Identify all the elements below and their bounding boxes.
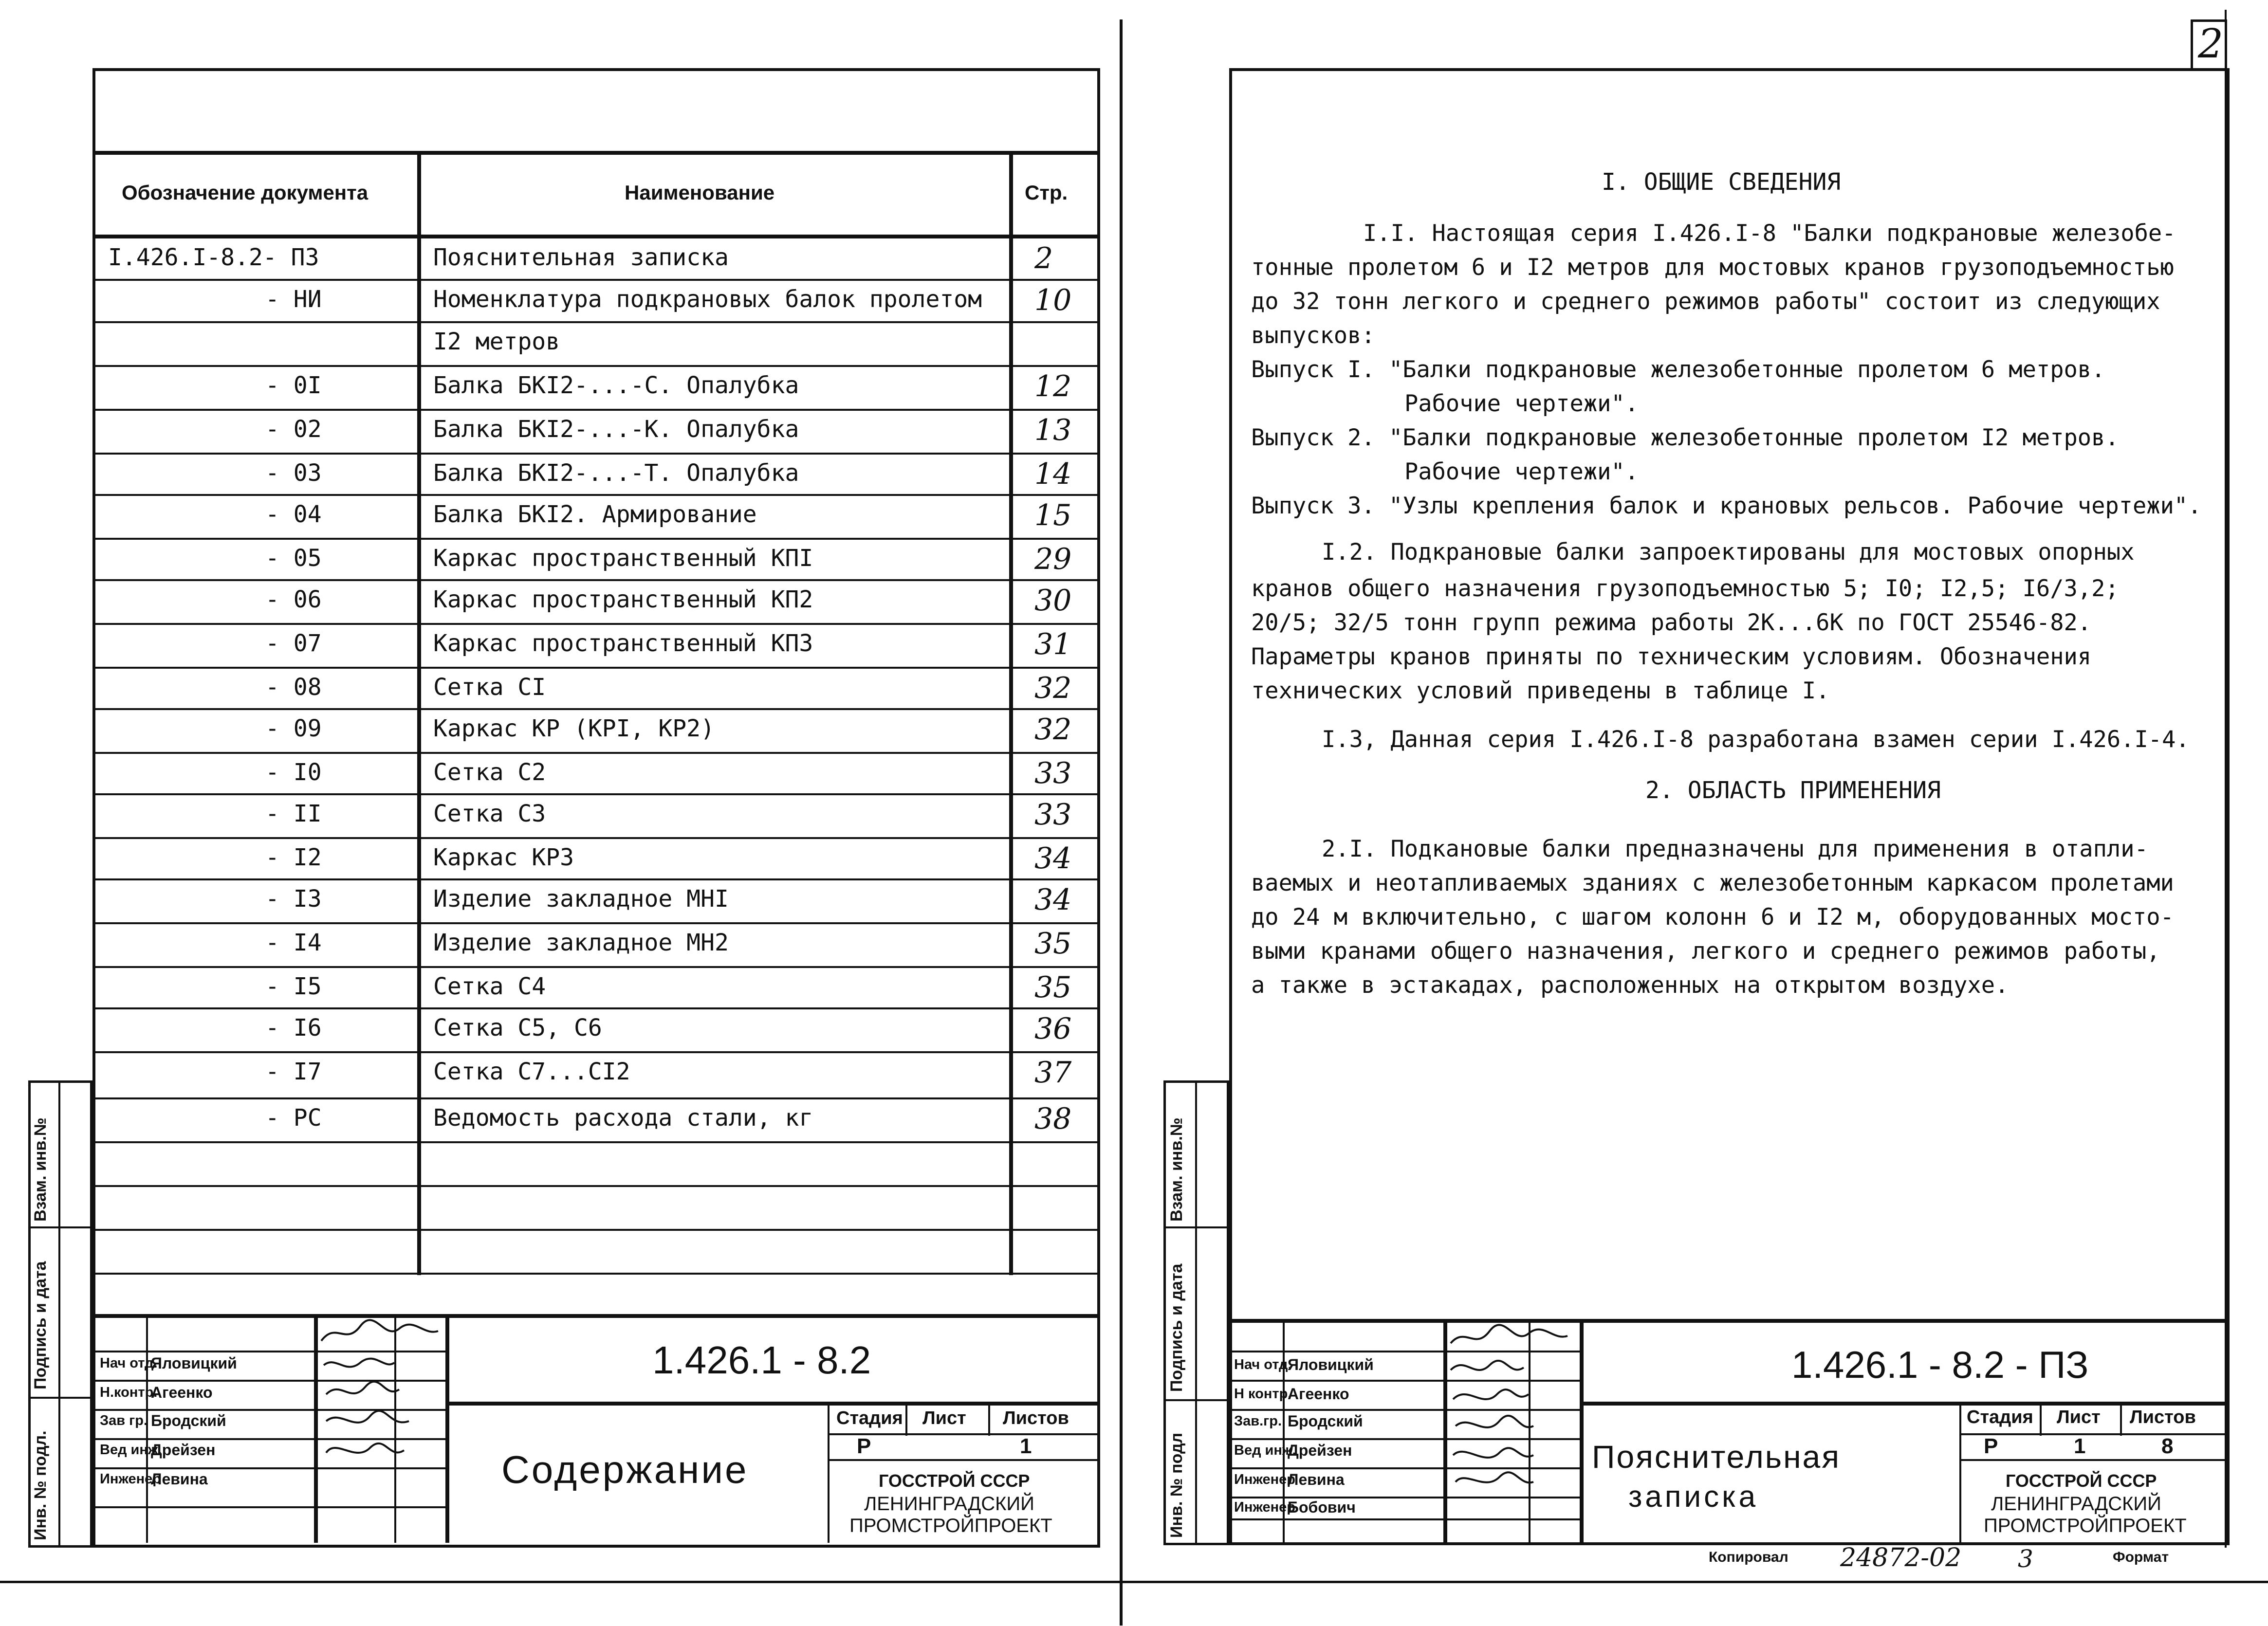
- row-page: 32: [1034, 671, 1072, 705]
- sheet-label-right: Лист: [2057, 1407, 2101, 1427]
- stamp-role: Инженер: [1234, 1499, 1296, 1515]
- stamp-person-name: Агеенко: [1288, 1385, 1349, 1403]
- stamp-person-name: Дрейзен: [1288, 1442, 1352, 1459]
- stamp-role: Вед инж.: [100, 1442, 162, 1458]
- text-line: до 32 тонн легкого и среднего режимов работы" состоит из следующих: [1251, 288, 2160, 315]
- stamp-person-name: Яловицкий: [151, 1354, 237, 1372]
- text-line: I.2. Подкрановые балки запроектированы для мостовых опорных: [1322, 539, 2135, 566]
- row-designation: I.426.I-8.2- ПЗ: [108, 244, 319, 271]
- row-name: Номенклатура подкрановых балок пролетом: [433, 286, 982, 313]
- stamp-person-name: Бродский: [151, 1412, 226, 1429]
- text-line: Выпуск 2. "Балки подкрановые железобетонные пролетом I2 метров.: [1251, 424, 2119, 451]
- org-line-2-right: ЛЕНИНГРАДСКИЙ: [1991, 1493, 2161, 1515]
- text-line: тонные пролетом 6 и I2 метров для мостовых кранов грузоподъемностью: [1251, 254, 2174, 281]
- row-page: 30: [1034, 584, 1072, 618]
- footer-copied-label: Копировал: [1709, 1549, 1789, 1565]
- row-designation: - 0I: [265, 372, 322, 399]
- row-page: 29: [1034, 542, 1072, 576]
- stage-value: Р: [857, 1434, 871, 1458]
- text-line: I.I. Настоящая серия I.426.I-8 "Балки подкрановые железобе-: [1363, 220, 2176, 247]
- row-name: Каркас КР3: [433, 844, 574, 871]
- row-designation: - II: [265, 800, 322, 827]
- stamp-title-line1: Пояснительная: [1592, 1439, 1841, 1475]
- stamp-role: Вед инж.: [1234, 1443, 1296, 1458]
- stage-label-right: Стадия: [1967, 1407, 2033, 1427]
- text-line: I.3, Данная серия I.426.I-8 разработана взамен серии I.426.I-4.: [1322, 726, 2190, 753]
- text-line: выпусков:: [1251, 322, 1375, 349]
- row-name: Сетка С7...СI2: [433, 1058, 630, 1085]
- header-page: Стр.: [1025, 181, 1068, 204]
- section1-title: I. ОБЩИЕ СВЕДЕНИЯ: [1602, 168, 1841, 196]
- text-line: выми кранами общего назначения, легкого и среднего режимов работы,: [1251, 938, 2160, 965]
- sheets-value-right: 8: [2161, 1434, 2174, 1458]
- row-name: Балка БКI2-...-К. Опалубка: [433, 416, 799, 443]
- sheet-label: Лист: [922, 1408, 966, 1428]
- row-name: Изделие закладное МНI: [433, 885, 729, 913]
- row-name: Балка БКI2-...-С. Опалубка: [433, 372, 799, 399]
- text-line: Выпуск I. "Балки подкрановые железобетонные пролетом 6 метров.: [1251, 356, 2105, 383]
- org-line-3: ПРОМСТРОЙПРОЕКТ: [849, 1515, 1052, 1536]
- row-page: 33: [1034, 798, 1072, 832]
- stamp-person-name: Агеенко: [151, 1384, 213, 1401]
- side-label-vzam: Взам. инв.№: [31, 1117, 50, 1222]
- row-name: Пояснительная записка: [433, 244, 729, 271]
- sheets-label-right: Листов: [2130, 1407, 2196, 1427]
- row-name: Каркас пространственный КП3: [433, 630, 813, 657]
- row-page: 14: [1034, 457, 1072, 491]
- stamp-role: Нач отд.: [100, 1355, 158, 1371]
- row-name: Сетка С5, С6: [433, 1014, 602, 1041]
- text-line: до 24 м включительно, с шагом колонн 6 и I2 м, оборудованных мосто-: [1251, 904, 2174, 931]
- row-name: Сетка С2: [433, 759, 546, 786]
- footer-format-label: Формат: [2113, 1549, 2169, 1565]
- row-page: 34: [1034, 883, 1072, 917]
- stamp-person-name: Бродский: [1288, 1412, 1363, 1430]
- sheet-value: 1: [1020, 1434, 1032, 1458]
- org-line-1: ГОССТРОЙ СССР: [879, 1471, 1030, 1491]
- row-designation: - I7: [265, 1058, 322, 1085]
- stamp-role: Н.контр.: [100, 1385, 158, 1400]
- text-line: Выпуск 3. "Узлы крепления балок и крановых рельсов. Рабочие чертежи".: [1251, 493, 2202, 519]
- row-designation: - 09: [265, 715, 322, 742]
- stamp-role: Нач отд.: [1234, 1357, 1292, 1372]
- side-label-inv: Инв. № подл.: [31, 1430, 50, 1540]
- row-name: Каркас пространственный КПI: [433, 545, 813, 572]
- center-divider: [1120, 19, 1123, 1626]
- row-page: 12: [1034, 369, 1072, 403]
- stamp-title: Содержание: [501, 1448, 749, 1491]
- side-label-sign-right: Подпись и дата: [1167, 1263, 1186, 1392]
- row-name: Изделие закладное МН2: [433, 929, 729, 956]
- row-designation: - 07: [265, 630, 322, 657]
- stamp-code: 1.426.1 - 8.2: [652, 1338, 871, 1382]
- stamp-person-name: Дрейзен: [151, 1441, 216, 1459]
- row-designation: - 02: [265, 416, 322, 443]
- org-line-1-right: ГОССТРОЙ СССР: [2006, 1471, 2157, 1491]
- stage-label: Стадия: [836, 1408, 903, 1428]
- row-designation: - I3: [265, 885, 322, 913]
- stamp-person-name: Левина: [151, 1470, 208, 1488]
- row-name: Каркас КР (КРI, КР2): [433, 715, 715, 742]
- text-line: Параметры кранов приняты по техническим условиям. Обозначения: [1251, 643, 2092, 670]
- row-page: 37: [1034, 1056, 1072, 1090]
- stamp-role: Н контр.: [1234, 1386, 1292, 1402]
- row-page: 35: [1034, 970, 1072, 1005]
- text-line: кранов общего назначения грузоподъемностью 5; I0; I2,5; I6/3,2;: [1251, 575, 2119, 602]
- row-name: Сетка СI: [433, 674, 546, 701]
- stamp-role: Инженер: [100, 1471, 162, 1487]
- row-name: I2 метров: [433, 328, 560, 355]
- text-line: а также в эстакадах, расположенных на открытом воздухе.: [1251, 972, 2009, 999]
- stamp-person-name: Левина: [1288, 1471, 1345, 1488]
- stamp-person-name: Яловицкий: [1288, 1356, 1374, 1373]
- row-page: 38: [1034, 1102, 1072, 1136]
- row-page: 34: [1034, 841, 1072, 876]
- signatures-right: [1446, 1321, 1572, 1516]
- side-label-sign: Подпись и дата: [31, 1261, 50, 1389]
- row-page: 32: [1034, 713, 1072, 747]
- footer-copy-number: 24872-02: [1840, 1543, 1962, 1572]
- row-designation: - I0: [265, 759, 322, 786]
- row-designation: - 05: [265, 545, 322, 572]
- sheet-value-right: 1: [2074, 1434, 2086, 1458]
- sheet-number: 2: [2198, 21, 2224, 67]
- row-designation: - 06: [265, 586, 322, 613]
- row-designation: - НИ: [265, 286, 322, 313]
- text-line: ваемых и неотапливаемых зданиях с железобетонным каркасом пролетами: [1251, 870, 2174, 896]
- stamp-role: Инженер: [1234, 1472, 1296, 1487]
- row-designation: - РС: [265, 1104, 322, 1132]
- org-line-3-right: ПРОМСТРОЙПРОЕКТ: [1984, 1515, 2187, 1536]
- side-label-vzam-right: Взам. инв.№: [1167, 1117, 1186, 1222]
- text-line: Рабочие чертежи".: [1404, 458, 1639, 485]
- row-designation: - I6: [265, 1014, 322, 1041]
- row-page: 2: [1034, 241, 1053, 275]
- header-designation: Обозначение документа: [122, 181, 369, 204]
- row-name: Балка БКI2. Армирование: [433, 501, 757, 528]
- stamp-role: Зав гр.: [100, 1413, 148, 1428]
- org-line-2: ЛЕНИНГРАДСКИЙ: [864, 1493, 1034, 1515]
- row-name: Балка БКI2-...-Т. Опалубка: [433, 459, 799, 487]
- footer-copy-page: 3: [2018, 1545, 2033, 1573]
- row-designation: - I5: [265, 973, 322, 1000]
- row-page: 31: [1034, 627, 1072, 661]
- row-designation: - I4: [265, 929, 322, 956]
- row-page: 35: [1034, 927, 1072, 961]
- text-line: 20/5; 32/5 тонн групп режима работы 2К...6К по ГОСТ 25546-82.: [1251, 609, 2092, 636]
- stamp-title-line2: записка: [1628, 1480, 1759, 1514]
- row-designation: - 04: [265, 501, 322, 528]
- row-page: 13: [1034, 413, 1072, 447]
- text-line: Рабочие чертежи".: [1404, 390, 1639, 417]
- section2-title: 2. ОБЛАСТЬ ПРИМЕНЕНИЯ: [1645, 777, 1941, 804]
- row-designation: - I2: [265, 844, 322, 871]
- stage-value-right: Р: [1984, 1434, 1998, 1458]
- row-page: 10: [1034, 283, 1072, 317]
- text-line: 2.I. Подкановые балки предназначены для применения в отапли-: [1322, 836, 2148, 862]
- row-designation: - 08: [265, 674, 322, 701]
- stamp-code-right: 1.426.1 - 8.2 - ПЗ: [1791, 1343, 2089, 1386]
- row-name: Ведомость расхода стали, кг: [433, 1104, 813, 1132]
- row-designation: - 03: [265, 459, 322, 487]
- row-name: Каркас пространственный КП2: [433, 586, 813, 613]
- row-name: Сетка С3: [433, 800, 546, 827]
- side-label-inv-right: Инв. № подл: [1167, 1432, 1186, 1538]
- text-line: технических условий приведены в таблице I.: [1251, 677, 1830, 704]
- header-name: Наименование: [625, 181, 775, 204]
- row-page: 15: [1034, 498, 1072, 532]
- row-page: 36: [1034, 1012, 1072, 1046]
- row-page: 33: [1034, 756, 1072, 790]
- sheets-label: Листов: [1003, 1408, 1069, 1428]
- stamp-role: Зав.гр.: [1234, 1413, 1282, 1429]
- stamp-person-name: Бобович: [1288, 1498, 1356, 1516]
- row-name: Сетка С4: [433, 973, 546, 1000]
- signatures-left: [316, 1316, 443, 1506]
- bottom-line: [0, 1581, 2268, 1583]
